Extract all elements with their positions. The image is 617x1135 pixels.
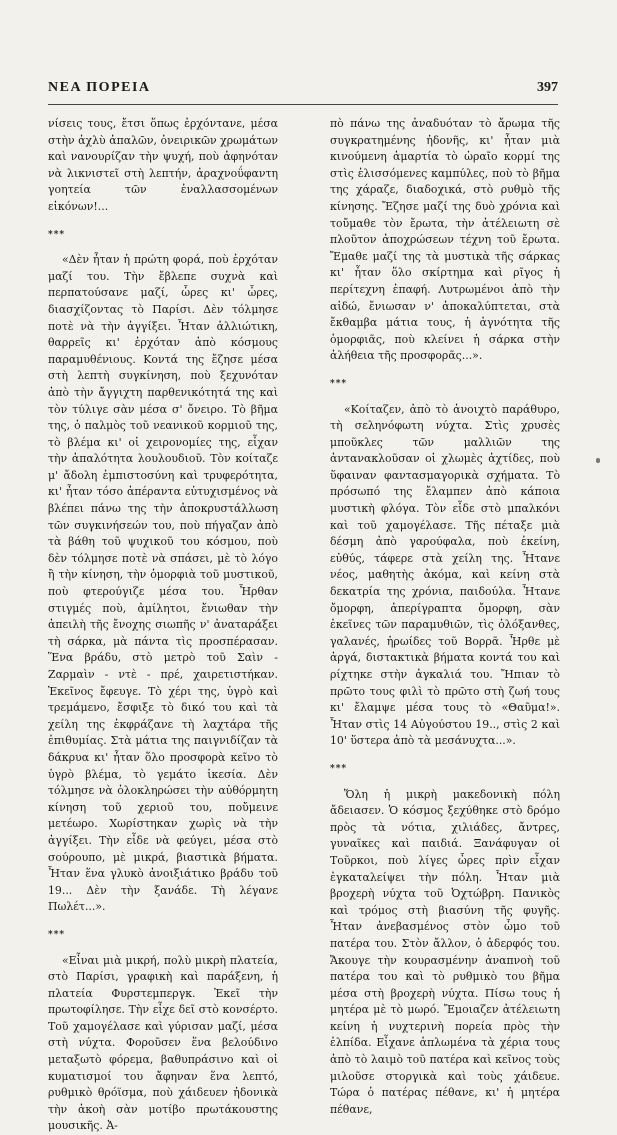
left-column	[48, 116, 278, 1135]
page-number: 397	[537, 80, 558, 96]
paragraph: «Δὲν ἦταν ἡ πρώτη φορά, ποὺ ἐρχόταν μαζί του. Τὴν ἔβλεπε συχνὰ καὶ περπατούσανε μαζί, ὧρες κι' ὧρες, διασχίζοντας τὸ Παρίσι. Δὲν τόλμησε ποτὲ νὰ τὴν ἀγγίξει. Ἦταν ἀλλιώτικη, θαρρεῖς κι' ἐρχόταν ἀπὸ κόσμους παραμυθένιους. Κοντά της ἔζησε μέσα στὴ λεπτὴ συγκίνηση, ποὺ ξεχυνόταν ἀπὸ τὴν ἄγγιχτη παρθενικότητά της καὶ τὸν τύλιγε σὰν μέσα σ' ὄνειρο. Τὸ βῆμα της, ὁ παλμὸς τοῦ νεανικοῦ κορμιοῦ της, τὸ βλέμα κι' οἱ χειρονομίες της, εἶχαν τὴν ἁπαλότητα λουλουδιοῦ. Τὸν κοίταζε μ' ἄδολη ἐμπιστοσύνη καὶ τρυφερότητα, κι' ἦταν τόσο ἀπέραντα εὐτυχισμένος νὰ βλέπει πάνω της τὴν ἀποκρυστάλλωση τῶν συγκινήσεών του, ποὺ πήγαζαν ἀπὸ τὰ βάθη τοῦ ψυχικοῦ του κόσμου, ποὺ δὲν τόλμησε ποτὲ νὰ σπάσει, μὲ τὸ λόγο ἢ τὴν κίνηση, τὴν ὁμορφιὰ τοῦ μυστικοῦ, ποὺ φτερούγιζε μέσα του. Ἦρθαν στιγμές ποὺ, ἀμίλητοι, ἔνιωθαν τὴν ἀπειλὴ τῆς ἔνοχης σιωπῆς ν' ἀναταράξει τὴ σάρκα, μὰ πάντα τὶς προσπέρασαν. Ἕνα βράδυ, στὸ μετρὸ τοῦ Σαὶν - Ζαρμαὶν - ντὲ - πρέ, χαιρετιστήκαν. Ἐκεῖνος ἔφευγε. Τὸ χέρι της, ὑγρὸ καὶ τρεμάμενο, ἔσφιξε τὸ δικό του καὶ τὰ χείλη της ἐκφράζανε τὴ λαχτάρα τῆς ἐπιθυμίας. Στὰ μάτια της παιγνιδίζαν τὰ δάκρυα κι' ἦταν ὅλο προσφορὰ κεῖνο τὸ ὑγρὸ βλέμα, τὸ γεμάτο ἱκεσία. Δὲν τόλμησε νὰ ὁλοκληρώσει τὴν αὐθόρμητη κίνηση τοῦ χεριοῦ του, ποὔμεινε μετέωρο. Χωρίστηκαν χωρὶς νὰ τὴν ἀγγίξει. Τὴν εἶδε νὰ φεύγει, μέσα στὸ σούρουπο, μὲ μικρά, βιαστικὰ βήματα. Ἦταν ἕνα γλυκὸ ἀνοιξιάτικο βράδυ τοῦ 19... Δὲν τὴν ξανάδε. Τὴ λέγανε Πωλέτ...».	[48, 252, 278, 916]
paragraph: «Κοίταζεν, ἀπὸ τὸ ἀνοιχτὸ παράθυρο, τὴ σεληνόφωτη νύχτα. Στὶς χρυσὲς μποῦκλες τῶν μαλλιῶν της ἀντανακλοῦσαν οἱ χλωμὲς ἀχτίδες, ποὺ ὕφαιναν φαντασμαγορικὰ σχήματα. Τὸ πρόσωπό της ἔλαμπεν ἀπὸ κάποια μυστικὴ φλόγα. Τὸν εἶδε στὸ μπαλκόνι καὶ τοῦ χαμογέλασε. Τῆς πέταξε μιὰ δέσμη ἀπὸ γαρούφαλα, ποὺ ἐκείνη, εὐθύς, τάφερε στὰ χείλη της. Ἦτανε νέος, μαθητὴς ἀκόμα, καὶ κείνη στὰ δεκατρία της χρόνια, παιδούλα. Ἦτανε ὄμορφη, ἀπερίγραπτα ὄμορφη, σὰν ἐκεῖνες τῶν παραμυθιῶν, τὶς ὀλόξανθες, γαλανές, ἡρωίδες τοῦ Βορρᾶ. Ἦρθε μὲ ἀργά, διστακτικὰ βήματα κοντά του καὶ ρίχτηκε στὴν ἀγκαλιά του. Ἤπιαν τὸ πρῶτο τους φιλὶ τὸ πρῶτο στὴ ζωή τους κι' ἔλαμψε μέσα τους τὸ «Θαῦμα!». Ἦταν στὶς 14 Αὐγούστου 19.., στὶς 2 καὶ 10' ὕστερα ἀπὸ τὰ μεσάνυχτα...».	[330, 402, 560, 750]
journal-title: ΝΕΑ ΠΟΡΕΙΑ	[48, 80, 151, 96]
paragraph-continued: πὸ πάνω της ἀναδυόταν τὸ ἄρωμα τῆς συγκρατημένης ἡδονῆς, κι' ἦταν μιὰ κινούμενη ἁμαρτία τὸ ὡραῖο κορμί της στὶς ἑλισσόμενες καμπύλες, ποὺ τὸ βῆμα της χάραζε, διαδοχικά, στὸ ρυθμὸ τῆς κίνησης. Ἔζησε μαζί της δυὸ χρόνια καὶ τοὔμαθε τὸν ἔρωτα, τὴν ἀτέλειωτη σὲ πλοῦτον ἀποχρώσεων τέχνη τοῦ ἔρωτα. Ἔμαθε μαζί της τὰ μυστικὰ τῆς σάρκας κι' ἦταν ὅλο σκίρτημα καὶ ρῖγος ἡ περίτεχνη ἐπαφή. Λυτρωμένοι ἀπὸ τὴν αἰδώ, ἔνιωσαν ν' ἀποκαλύπτεται, στὰ ἔκθαμβα μάτια τους, ἡ ἀγνότητα τῆς ὁμορφιᾶς, ποὺ κλείνει ἡ σάρκα στὴν ἀλήθεια τῆς προσφορᾶς...».	[330, 116, 560, 365]
running-header	[48, 80, 558, 102]
paragraph-continued: νίσεις τους, ἔτσι ὅπως ἐρχόντανε, μέσα στὴν ἀχλὺ ἁπαλῶν, ὀνειρικῶν χρωμάτων καὶ νανουρίζαν τὴν ψυχή, ποὺ ἀφηνόταν νὰ λικνιστεῖ στὴ λεπτήν, ἀραχνοΰφαντη γοητεία τῶν ἐναλλασσομένων εἰκόνων!...	[48, 116, 278, 216]
paragraph: «Εἶναι μιὰ μικρή, πολὺ μικρὴ πλατεία, στὸ Παρίσι, γραφικὴ καὶ παράξενη, ἡ πλατεία Φυρστεμπεργκ. Ἐκεῖ τὴν πρωτοφίλησε. Τὴν εἶχε δεῖ στὸ κονσέρτο. Τοῦ χαμογέλασε καὶ γύρισαν μαζί, μέσα στὴ νύχτα. Φοροῦσεν ἕνα βελούδινο μεταξωτὸ φόρεμα, βαθυπράσινο καὶ οἱ κυματισμοί του ἄφηναν ἕνα λεπτό, ρυθμικὸ θρόϊσμα, ποὺ χάιδευεν ἠδονικὰ τὴν ἀκοὴ σὰν μοτίβο πρωτάκουστης μουσικῆς. Ἀ-	[48, 953, 278, 1135]
section-separator: ***	[330, 376, 560, 393]
section-separator: ***	[330, 761, 560, 778]
section-separator: ***	[48, 927, 278, 944]
paragraph: Ὅλη ἡ μικρὴ μακεδονικὴ πόλη ἄδειασεν. Ὁ κόσμος ξεχύθηκε στὸ δρόμο πρὸς τὰ νότια, χιλιάδες, ἄντρες, γυναῖκες καὶ παιδιά. Ξανάφυγαν οἱ Τοῦρκοι, ποὺ λίγες ὧρες πρὶν εἶχαν ἐγκαταλείψει τὴν πόλη. Ἦταν μιὰ βροχερὴ νύχτα τοῦ Ὀχτώβρη. Πανικὸς καὶ τρόμος στὴ βιασύνη τῆς φυγῆς. Ἦταν ἀνεβασμένος στὸν ὦμο τοῦ πατέρα του. Στὸν ἄλλον, ὁ ἀδερφός του. Ἄκουγε τὴν κουρασμένην ἀναπνοὴ τοῦ πατέρα του καὶ τὸ ρυθμικὸ του βῆμα μέσα στὴ βροχερὴ νύχτα. Πίσω τους ἡ μητέρα μὲ τὸ μωρό. Ἔμοιαζεν ἀτέλειωτη κείνη ἡ νυχτερινὴ πορεία πρὸς τὴν ἐλπίδα. Εἶχανε ἁπλωμένα τὰ χέρια τους ἀπὸ τὸ λαιμὸ τοῦ πατέρα καὶ κεῖνος τοὺς μιλοῦσε στοργικὰ καὶ τοὺς χάιδευε. Τώρα ὁ πατέρας πέθανε, κι' ἡ μητέρα πέθανε,	[330, 787, 560, 1119]
margin-mark	[596, 458, 600, 463]
right-column	[330, 116, 560, 1118]
section-separator: ***	[48, 227, 278, 244]
header-rule	[48, 104, 558, 105]
